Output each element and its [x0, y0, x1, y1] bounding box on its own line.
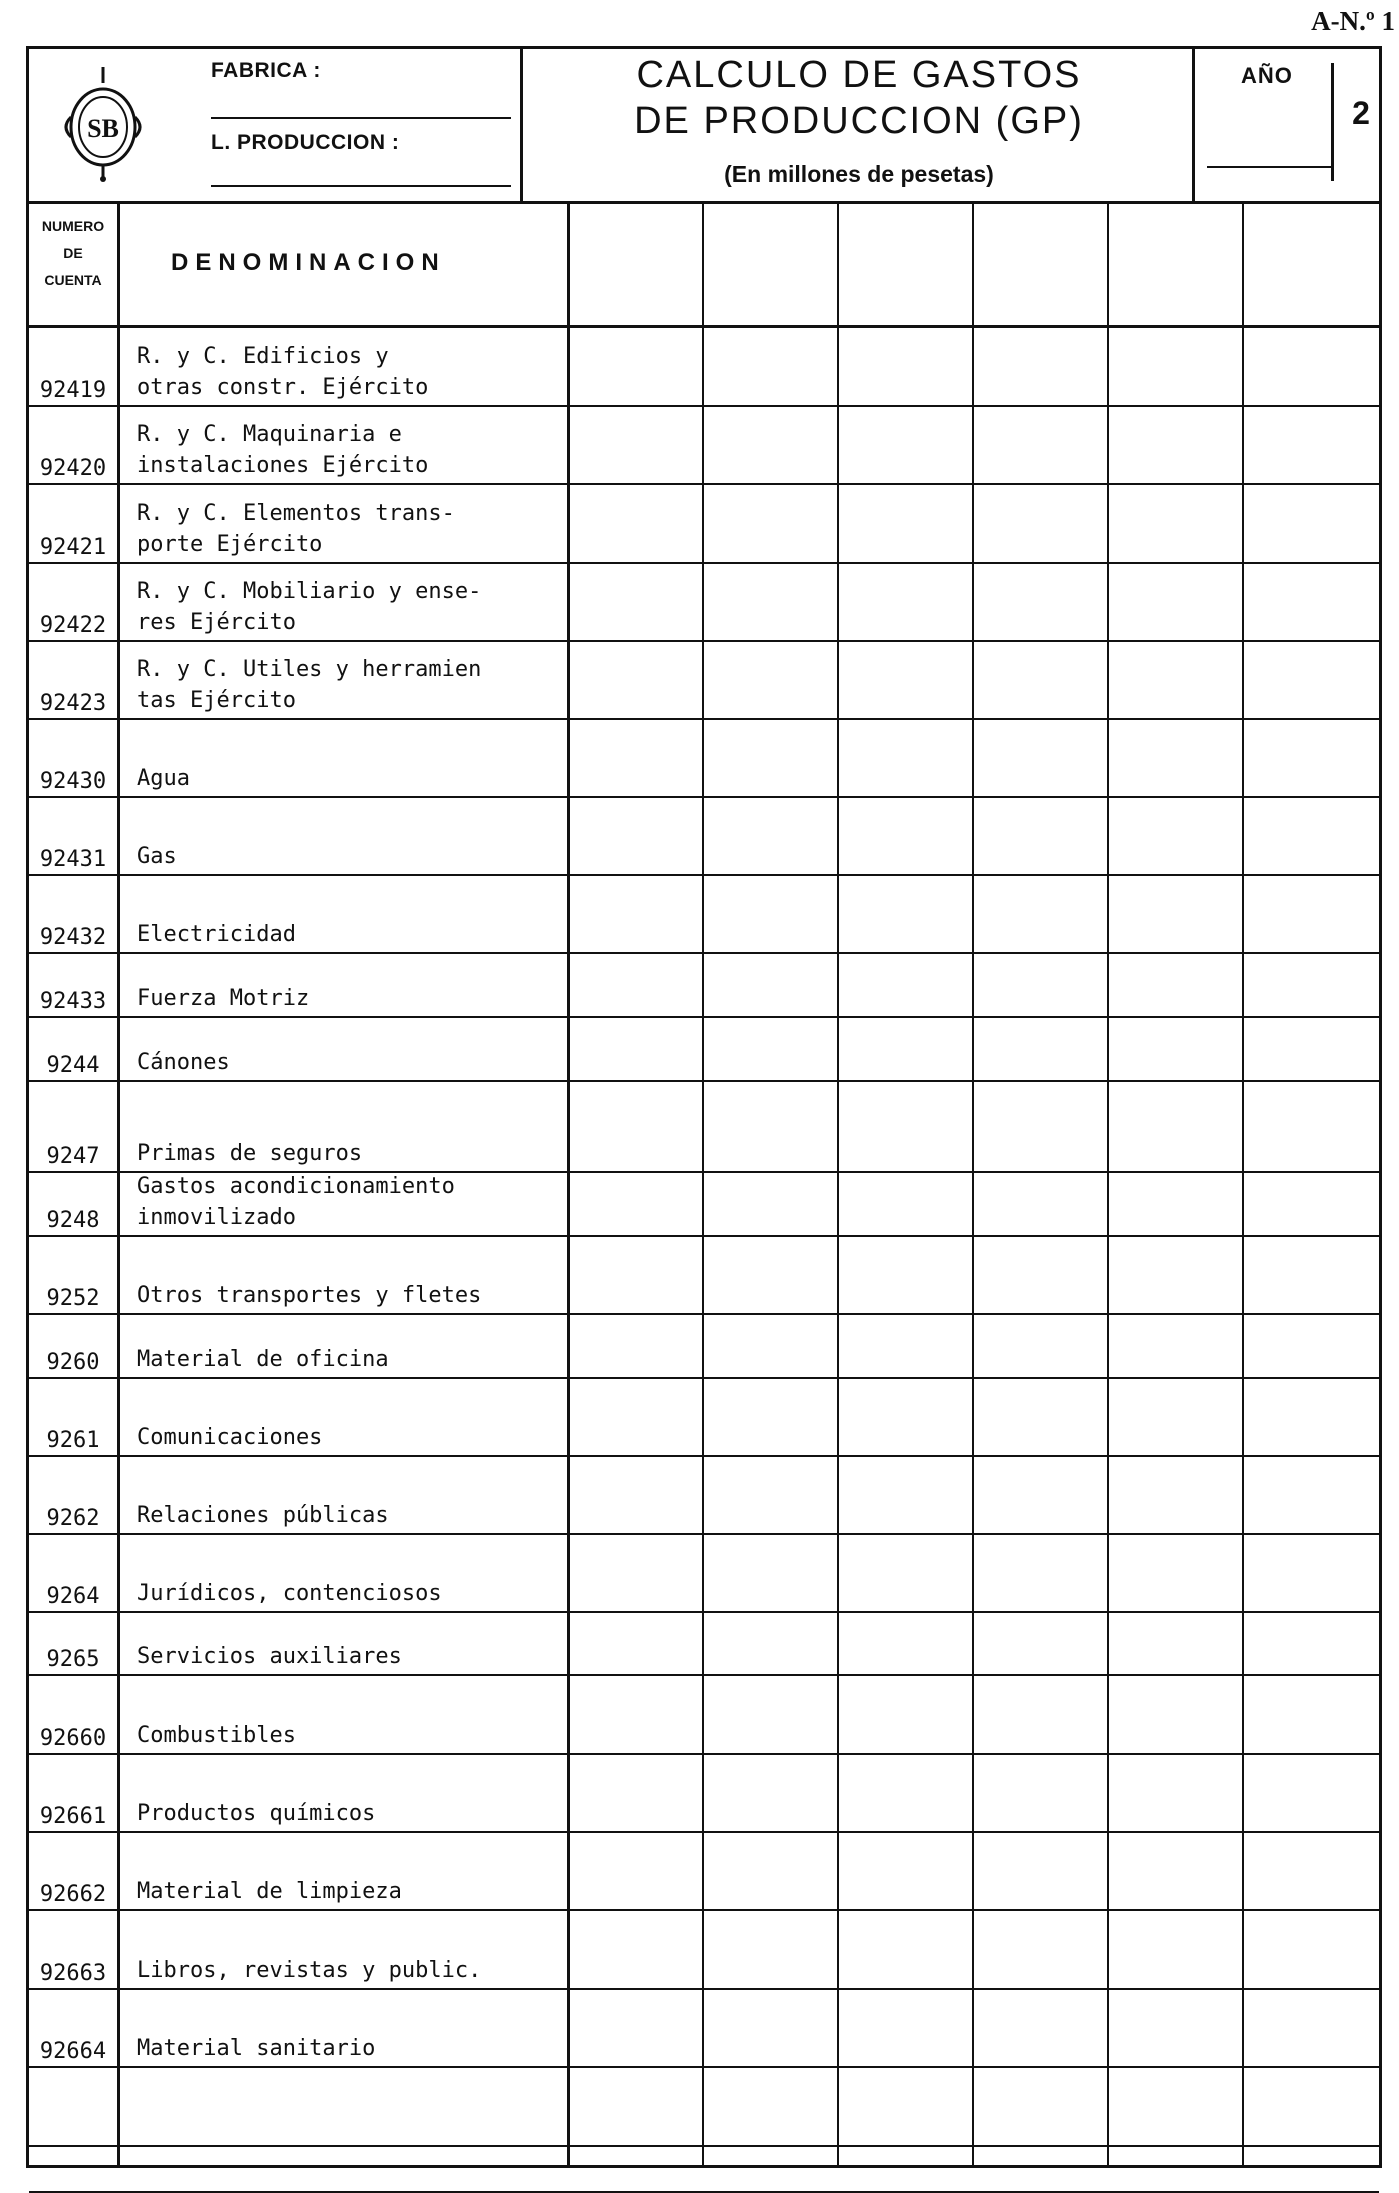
table-row	[29, 1018, 1379, 1082]
table-row	[29, 1613, 1379, 1676]
table-row	[29, 2147, 1379, 2193]
account-code: 92660	[39, 1726, 107, 1751]
column-headers	[29, 201, 1379, 328]
table-row	[29, 407, 1379, 485]
account-code: 9247	[46, 1144, 100, 1169]
account-description: Gastos acondicionamiento inmovilizado	[137, 1174, 455, 1230]
table-row	[29, 1990, 1379, 2068]
table-row	[29, 1833, 1379, 1911]
account-header-line1: NUMERO	[41, 218, 105, 234]
table-row	[29, 954, 1379, 1018]
account-code: 9264	[46, 1584, 100, 1609]
form-header	[29, 49, 1379, 204]
account-description: Material de limpieza	[137, 1879, 402, 1904]
account-header-line2: DE	[63, 245, 83, 261]
account-code: 92419	[39, 378, 107, 403]
table-row	[29, 1911, 1379, 1990]
account-code: 9261	[46, 1428, 100, 1453]
page-number: 2	[1352, 95, 1370, 131]
annex-number: A-N.º 1	[1311, 6, 1395, 36]
account-description: Otros transportes y fletes	[137, 1283, 482, 1308]
account-code: 92663	[39, 1961, 107, 1986]
account-code: 9248	[46, 1208, 100, 1233]
expense-form	[26, 46, 1382, 2168]
table-row	[29, 642, 1379, 720]
account-description: Productos químicos	[137, 1801, 376, 1826]
factory-cell	[179, 49, 523, 201]
year-cell	[1195, 49, 1343, 201]
account-description: Cánones	[137, 1050, 230, 1075]
table-row	[29, 2068, 1379, 2147]
account-code: 92422	[39, 613, 107, 638]
account-number-header	[29, 201, 117, 325]
form-subtitle: (En millones de pesetas)	[724, 161, 994, 187]
table-row	[29, 1535, 1379, 1613]
account-description: Agua	[137, 766, 190, 791]
account-code: 92430	[39, 769, 107, 794]
account-code: 92421	[39, 535, 107, 560]
year-field[interactable]	[1207, 166, 1333, 168]
table-row	[29, 876, 1379, 954]
page-cell	[1343, 49, 1379, 201]
table-row	[29, 798, 1379, 876]
account-code: 92662	[39, 1882, 107, 1907]
account-code: 92433	[39, 989, 107, 1014]
logo-cell	[29, 49, 179, 201]
account-code: 9260	[46, 1350, 100, 1375]
account-code: 9252	[46, 1286, 100, 1311]
account-code: 92432	[39, 925, 107, 950]
account-code: 92664	[39, 2039, 107, 2064]
form-title-line1: CALCULO DE GASTOS	[636, 54, 1082, 96]
table-row	[29, 1755, 1379, 1833]
svg-text:SB: SB	[87, 114, 119, 143]
account-description: Comunicaciones	[137, 1425, 323, 1450]
production-line-field[interactable]	[211, 185, 511, 187]
account-code: 9262	[46, 1506, 100, 1531]
table-row	[29, 1315, 1379, 1379]
table-row	[29, 1379, 1379, 1457]
account-description: Material de oficina	[137, 1347, 389, 1372]
factory-label: FABRICA :	[211, 59, 321, 82]
account-description: Fuerza Motriz	[137, 986, 310, 1011]
year-label: AÑO	[1241, 63, 1293, 88]
table-row	[29, 1237, 1379, 1315]
account-description: R. y C. Maquinaria e instalaciones Ejército	[137, 422, 429, 478]
table-row	[29, 1173, 1379, 1237]
table-row	[29, 1676, 1379, 1755]
account-description: Servicios auxiliares	[137, 1644, 402, 1669]
account-description: Combustibles	[137, 1723, 296, 1748]
account-description: Electricidad	[137, 922, 296, 947]
account-description: R. y C. Edificios y otras constr. Ejército	[137, 344, 429, 400]
table-row	[29, 328, 1379, 407]
account-description: Jurídicos, contenciosos	[137, 1581, 442, 1606]
account-code: 92431	[39, 847, 107, 872]
account-code: 9265	[46, 1647, 100, 1672]
account-code: 92661	[39, 1804, 107, 1829]
table-row	[29, 1457, 1379, 1535]
account-description: Relaciones públicas	[137, 1503, 389, 1528]
account-code: 92423	[39, 691, 107, 716]
account-description: Libros, revistas y public.	[137, 1958, 482, 1983]
table-row	[29, 720, 1379, 798]
form-title-line2: DE PRODUCCION (GP)	[634, 100, 1084, 142]
account-description: Material sanitario	[137, 2036, 376, 2061]
table-row	[29, 564, 1379, 642]
account-description: R. y C. Elementos trans- porte Ejército	[137, 501, 455, 557]
table-row	[29, 1082, 1379, 1173]
table-row	[29, 485, 1379, 564]
title-cell	[523, 49, 1195, 201]
account-header-line3: CUENTA	[44, 272, 102, 288]
account-description: Primas de seguros	[137, 1141, 363, 1166]
seal-emblem-icon	[53, 67, 153, 183]
account-code: 92420	[39, 456, 107, 481]
year-divider	[1331, 63, 1334, 181]
account-description: R. y C. Utiles y herramien tas Ejército	[137, 657, 482, 713]
account-code: 9244	[46, 1053, 100, 1078]
denomination-header: DENOMINACION	[171, 249, 446, 276]
factory-field[interactable]	[211, 117, 511, 119]
production-line-label: L. PRODUCCION :	[211, 131, 400, 154]
account-description: R. y C. Mobiliario y ense- res Ejército	[137, 579, 482, 635]
account-description: Gas	[137, 844, 177, 869]
